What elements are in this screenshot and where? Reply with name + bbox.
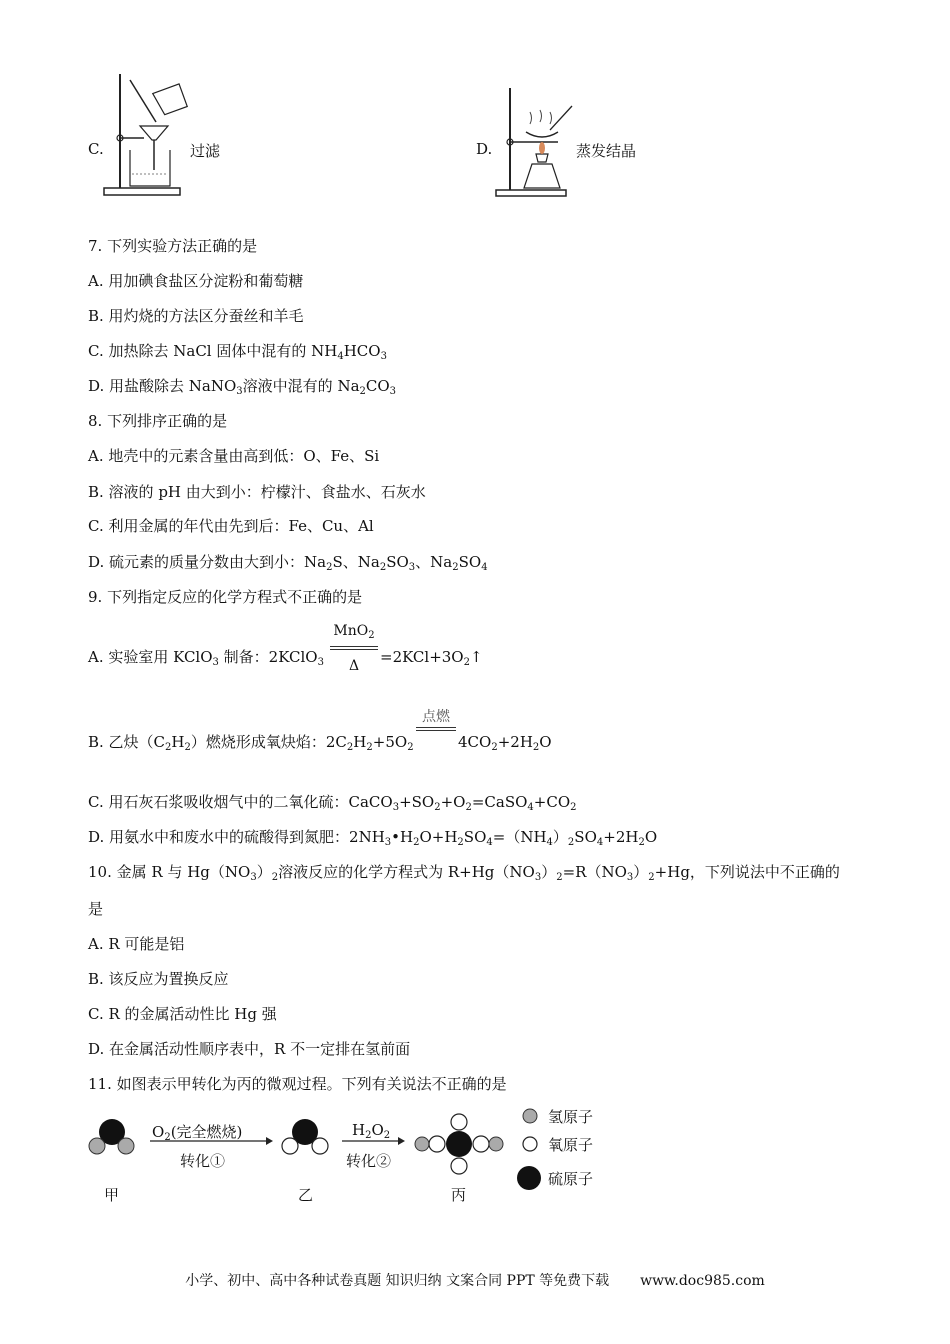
arrow-2-reagent: $H_2O_2$	[352, 1121, 391, 1141]
q9-option-b-right: $4CO_2+2H_2O$	[458, 733, 552, 753]
q10-option-d: D. 在金属活动性顺序表中，R 不一定排在氢前面	[88, 1040, 411, 1058]
q7-option-c: C. 加热除去 NaCl 固体中混有的 $NH_4HCO_3$	[88, 342, 387, 362]
arrow-1-reagent: $O_2$(完全燃烧)	[152, 1123, 243, 1143]
q9-option-a-left: A. 实验室用 KClO$_3$ 制备：2KClO$_3$	[88, 648, 324, 668]
label-jia: 甲	[104, 1186, 120, 1204]
arrow-2-label: 转化②	[346, 1152, 392, 1170]
option-c-caption: 过滤	[190, 142, 221, 160]
q9-option-a-right: $=2KCl+3O_2↑$	[380, 648, 483, 668]
q9-a-catalyst: MnO$_2$	[333, 623, 375, 641]
option-c-label: C.	[88, 140, 104, 158]
page-footer	[0, 1270, 950, 1290]
label-yi: 乙	[298, 1186, 314, 1204]
q9-option-b-left: B. 乙炔$(C_2H_2)$燃烧形成氧炔焰：$2C_2H_2+5O_2$	[88, 733, 414, 753]
legend-oxygen-label: 氧原子	[548, 1136, 594, 1154]
q8-option-d: D. 硫元素的质量分数由大到小：$Na_2S$、$Na_2SO_3$、$Na_2SO_4$	[88, 553, 488, 573]
label-bing: 丙	[451, 1186, 467, 1204]
legend-sulfur-icon	[517, 1166, 541, 1190]
option-d-label: D.	[476, 140, 493, 158]
legend-hydrogen-icon	[523, 1109, 537, 1123]
q8-stem: 8. 下列排序正确的是	[88, 412, 228, 430]
q9-option-c: C. 用石灰石浆吸收烟气中的二氧化硫：$CaCO_3+SO_2+O_2=CaSO_4+CO_2$	[88, 793, 577, 813]
q10-stem-continued: 是	[88, 900, 104, 918]
footer-text: 小学、初中、高中各种试卷真题 知识归纳 文案合同 PPT 等免费下载	[185, 1273, 610, 1289]
q9-option-d: D. 用氨水中和废水中的硫酸得到氮肥：$2NH_3•H_2O+H_2SO_4=(NH_4)_2SO_4+2H_2O$	[88, 828, 658, 848]
legend-oxygen-icon	[523, 1137, 537, 1151]
q8-option-b: B. 溶液的 pH 由大到小：柠檬汁、食盐水、石灰水	[88, 483, 426, 501]
q8-option-c: C. 利用金属的年代由先到后：Fe、Cu、Al	[88, 517, 374, 535]
q7-option-a: A. 用加碘食盐区分淀粉和葡萄糖	[88, 272, 304, 290]
q9-a-heat: Δ	[348, 658, 360, 674]
q7-stem: 7. 下列实验方法正确的是	[88, 237, 258, 255]
q10-stem: 10. 金属 R 与 $Hg(NO_3)_2$溶液反应的化学方程式为 $R+Hg(NO_3)_2=R(NO_3)_2+Hg$，下列说法中不正确的	[88, 863, 840, 883]
q8-option-a: A. 地壳中的元素含量由高到低：O、Fe、Si	[88, 447, 380, 465]
q7-option-b: B. 用灼烧的方法区分蚕丝和羊毛	[88, 307, 304, 325]
q7-option-d: D. 用盐酸除去 NaNO$_3$溶液中混有的 $Na_2CO_3$	[88, 377, 397, 397]
q9-b-condition: 点燃	[422, 709, 450, 725]
legend-hydrogen-label: 氢原子	[548, 1108, 594, 1126]
q10-option-a: A. R 可能是铝	[88, 935, 185, 953]
evaporation-apparatus-illustration	[492, 84, 576, 200]
molecule-bing	[415, 1114, 503, 1174]
footer-url[interactable]: www.doc985.com	[640, 1273, 765, 1289]
q10-option-c: C. R 的金属活动性比 Hg 强	[88, 1005, 277, 1023]
q9-a-condition-bar	[330, 646, 378, 650]
filtration-apparatus-illustration	[100, 70, 190, 200]
option-d-caption: 蒸发结晶	[576, 142, 637, 160]
q9-b-condition-bar	[416, 727, 456, 731]
molecule-jia	[89, 1119, 134, 1154]
arrow-1-label: 转化①	[180, 1152, 226, 1170]
q9-stem: 9. 下列指定反应的化学方程式不正确的是	[88, 588, 363, 606]
q10-option-b: B. 该反应为置换反应	[88, 970, 229, 988]
legend-sulfur-label: 硫原子	[548, 1170, 594, 1188]
molecule-yi	[282, 1119, 328, 1154]
q11-stem: 11. 如图表示甲转化为丙的微观过程。下列有关说法不正确的是	[88, 1075, 507, 1093]
